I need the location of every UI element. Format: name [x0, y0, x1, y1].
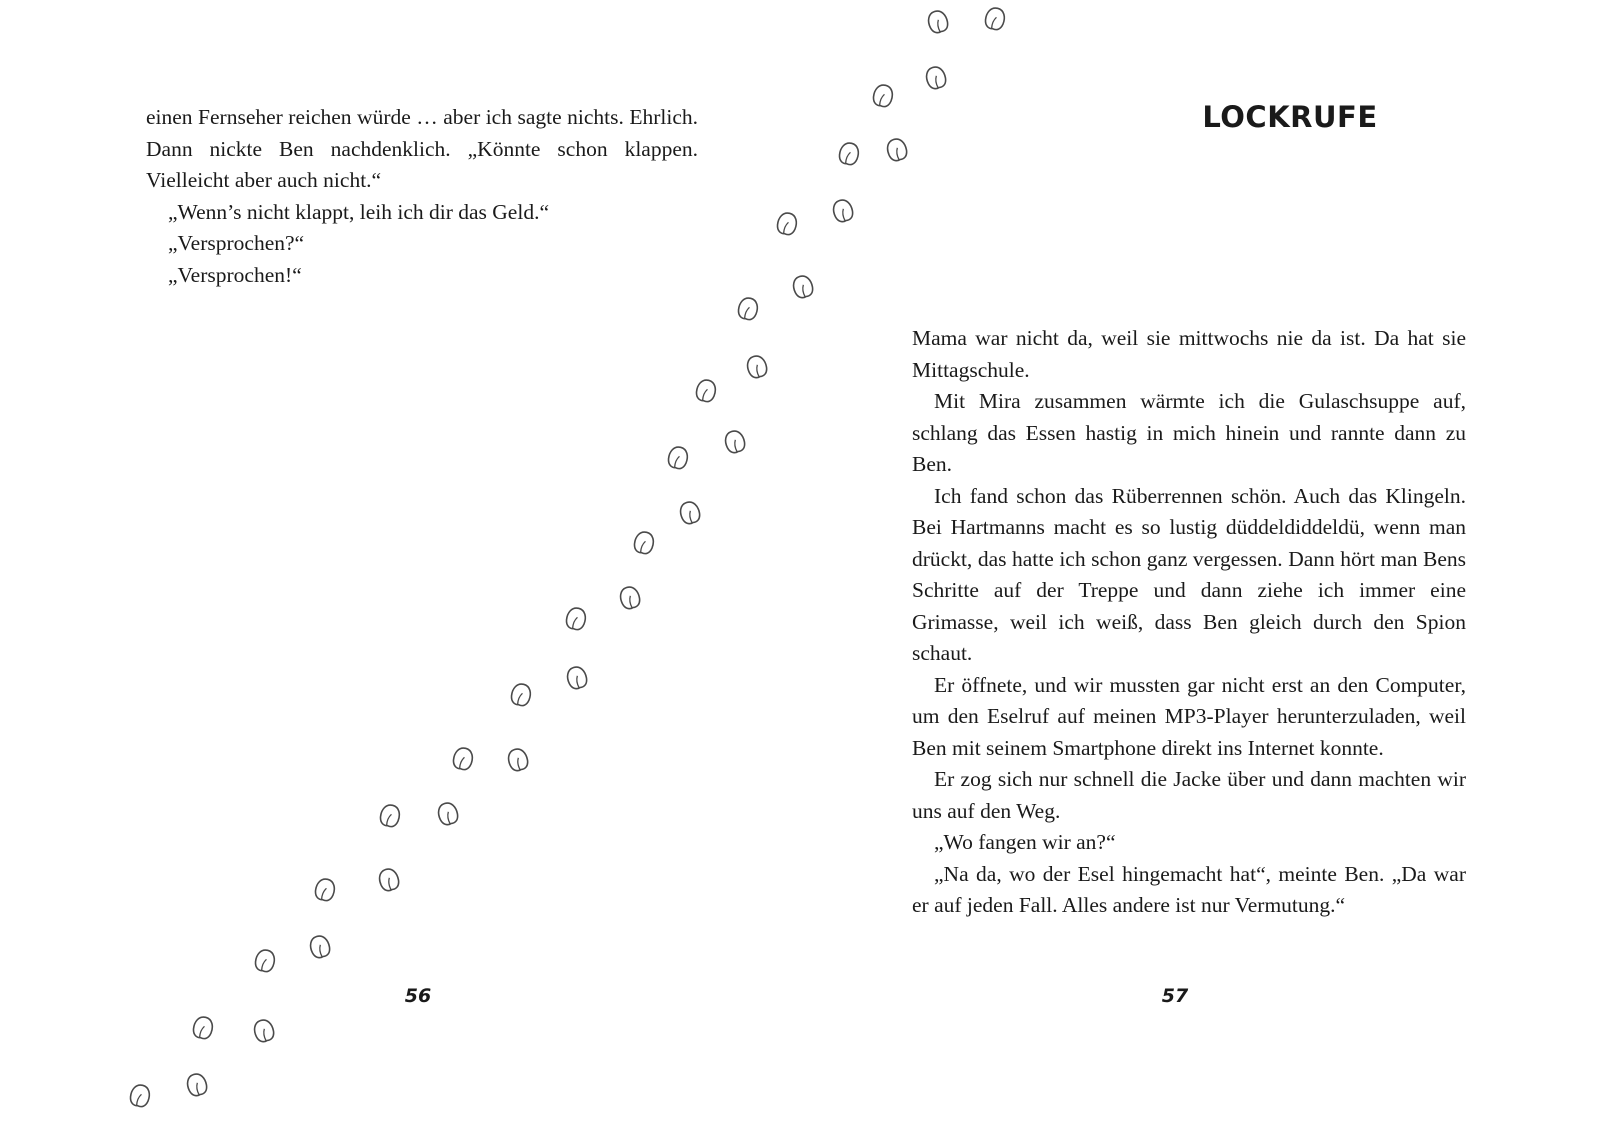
page-number-right: 57 [1161, 985, 1189, 1007]
paragraph: Er öffnete, und wir mussten gar nicht erst an den Computer, um den Eselruf auf meinen MP3-Player herunterzuladen, weil Ben mit seinem Smartphone direkt ins Internet konnte. [912, 672, 1466, 760]
paragraph: Mit Mira zusammen wärmte ich die Gulaschsuppe auf, schlang das Essen hastig in mich hinein und rannte dann zu Ben. [912, 389, 1466, 476]
paragraph: „Versprochen?“ [168, 231, 305, 255]
paragraph: Ich fand schon das Rüberrennen schön. Auch das Klingeln. Bei Hartmanns macht es so lustig düddeldiddeldü, wenn man drückt, das hatte ich schon ganz vergessen. Dann hört man Bens Schritte auf der Treppe und dann ziehe ich immer eine Grimasse, weil ich weiß, dass Ben gleich durch den Spion schaut. [912, 483, 1466, 665]
paragraph: Mama war nicht da, weil sie mittwochs nie da ist. Da hat sie Mittagschule. [912, 326, 1466, 382]
paragraph: „Versprochen!“ [168, 262, 302, 287]
chapter-title: LOCKRUFE [1202, 100, 1378, 134]
paragraph: „Wo fangen wir an?“ [934, 830, 1116, 854]
right-page-text [912, 323, 1466, 922]
paragraph: einen Fernseher reichen würde … aber ich sagte nichts. Ehrlich. Dann nickte Ben nachdenklich. „Könnte schon klappen. Vielleicht aber auch nicht.“ [146, 105, 698, 192]
paragraph: „Na da, wo der Esel hingemacht hat“, meinte Ben. „Da war er auf jeden Fall. Alles andere ist nur Vermutung.“ [912, 861, 1466, 917]
paragraph: Er zog sich nur schnell die Jacke über und dann machten wir uns auf den Weg. [912, 767, 1466, 823]
right-page [800, 0, 1600, 1135]
paragraph: „Wenn’s nicht klappt, leih ich dir das Geld.“ [168, 199, 549, 224]
page-number-left: 56 [404, 985, 432, 1007]
left-page-text [146, 102, 698, 291]
